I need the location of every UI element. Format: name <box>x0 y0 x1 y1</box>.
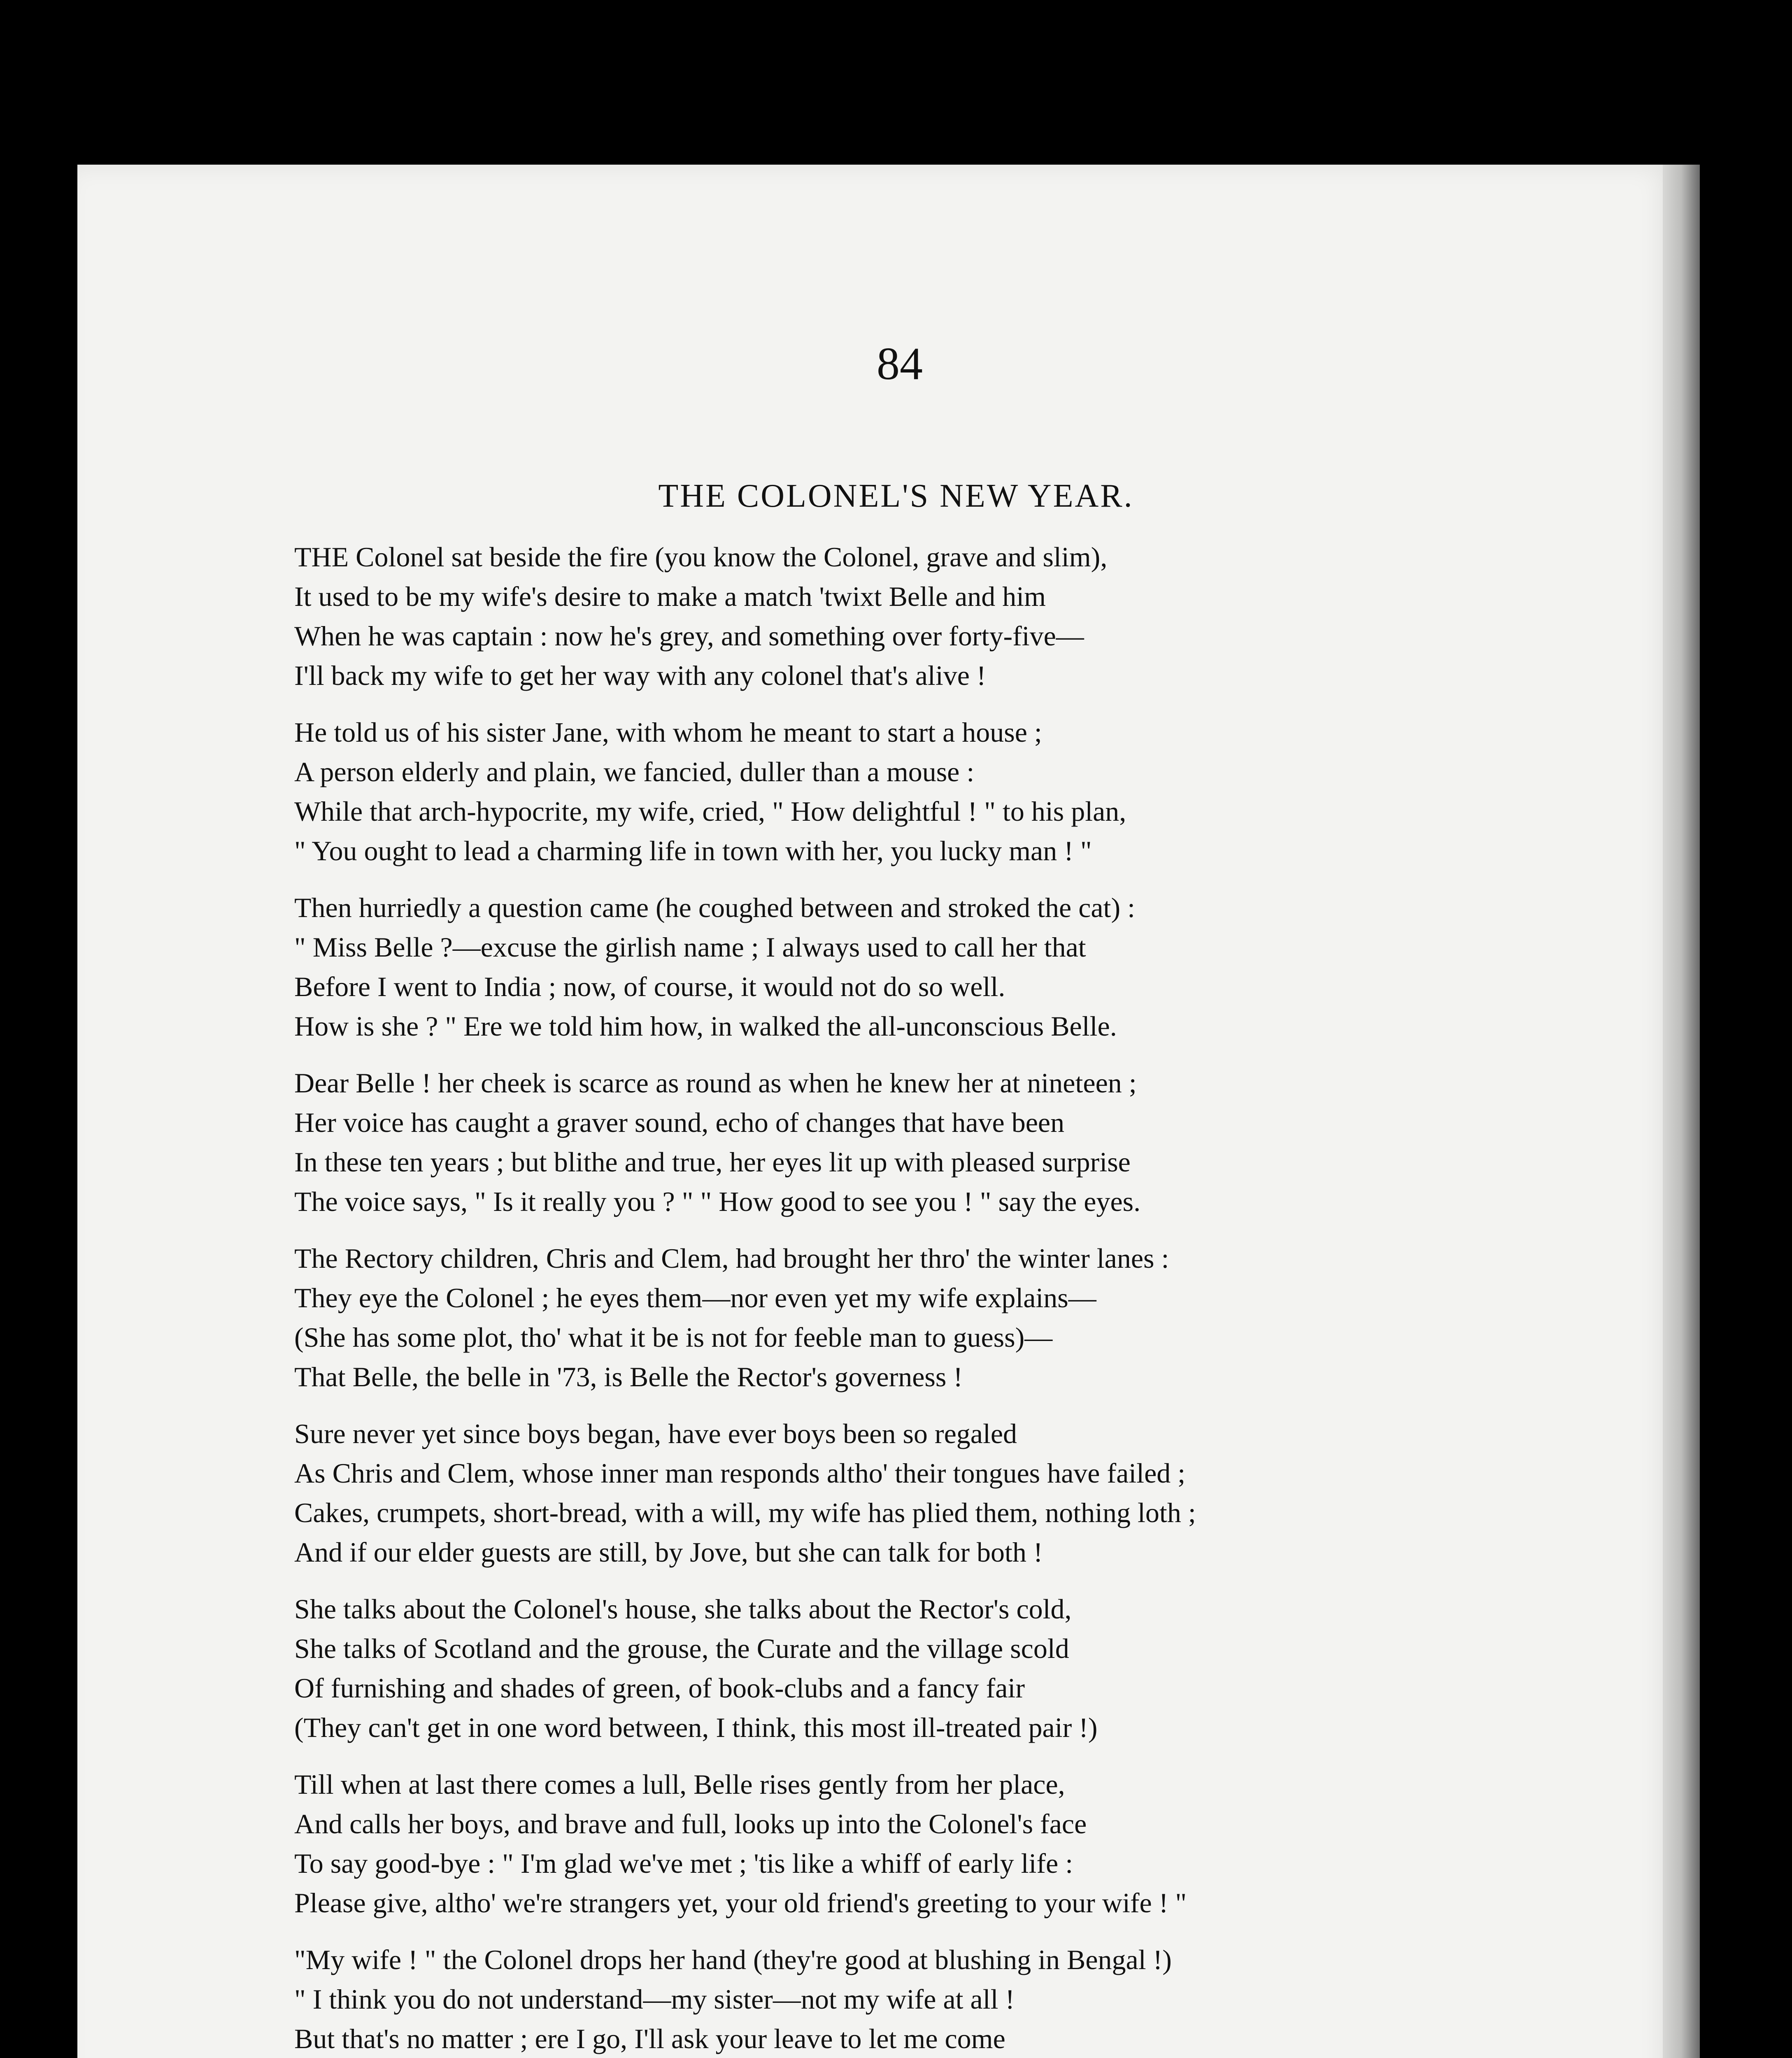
poem-line: As Chris and Clem, whose inner man responds altho' their tongues have failed ; <box>294 1457 1186 1489</box>
poem-line: Till when at last there comes a lull, Belle rises gently from her place, <box>294 1769 1065 1800</box>
poem-line: He told us of his sister Jane, with whom he meant to start a house ; <box>294 717 1042 748</box>
poem-line: To say good-bye : " I'm glad we've met ; 'tis like a whiff of early life : <box>294 1848 1073 1879</box>
poem-line: Her voice has caught a graver sound, echo of changes that have been <box>294 1107 1065 1138</box>
poem-line: "My wife ! " the Colonel drops her hand (they're good at blushing in Bengal !) <box>294 1944 1172 1975</box>
stanza <box>294 1765 1570 1923</box>
stanza <box>294 537 1570 695</box>
poem-line: " I think you do not understand—my sister—not my wife at all ! <box>294 1984 1015 2015</box>
page-gutter <box>1663 165 1700 2058</box>
poem-line: But that's no matter ; ere I go, I'll ask your leave to let me come <box>294 2023 1005 2054</box>
poem-line: She talks of Scotland and the grouse, the Curate and the village scold <box>294 1633 1069 1664</box>
poem-line: (She has some plot, tho' what it be is not for feeble man to guess)— <box>294 1322 1053 1353</box>
poem-line: She talks about the Colonel's house, she talks about the Rector's cold, <box>294 1593 1072 1625</box>
poem-line: In these ten years ; but blithe and true, her eyes lit up with pleased surprise <box>294 1146 1131 1178</box>
poem-line: And if our elder guests are still, by Jove, but she can talk for both ! <box>294 1537 1043 1568</box>
poem-line: Sure never yet since boys began, have ever boys been so regaled <box>294 1418 1017 1449</box>
stanza <box>294 1589 1570 1747</box>
stanza <box>294 712 1570 871</box>
poem-line: It used to be my wife's desire to make a match 'twixt Belle and him <box>294 581 1046 612</box>
stanza <box>294 1414 1570 1572</box>
poem-line: The Rectory children, Chris and Clem, had brought her thro' the winter lanes : <box>294 1243 1169 1274</box>
stanza <box>294 1063 1570 1221</box>
poem-line: Dear Belle ! her cheek is scarce as round as when he knew her at nineteen ; <box>294 1067 1137 1099</box>
poem-line: Of furnishing and shades of green, of book-clubs and a fancy fair <box>294 1672 1025 1704</box>
poem-line: A person elderly and plain, we fancied, duller than a mouse : <box>294 756 975 787</box>
poem-line: (They can't get in one word between, I think, this most ill-treated pair !) <box>294 1712 1098 1743</box>
stanza <box>294 888 1570 1046</box>
poem-line: That Belle, the belle in '73, is Belle the Rector's governess ! <box>294 1361 963 1392</box>
poem-line: Then hurriedly a question came (he coughed between and stroked the cat) : <box>294 892 1135 923</box>
poem-line: Before I went to India ; now, of course, it would not do so well. <box>294 971 1005 1002</box>
poem-line: They eye the Colonel ; he eyes them—nor even yet my wife explains— <box>294 1282 1096 1313</box>
stanza <box>294 1239 1570 1397</box>
page-number: 84 <box>877 338 923 389</box>
poem-line: " You ought to lead a charming life in town with her, you lucky man ! " <box>294 835 1092 866</box>
poem-line: When he was captain : now he's grey, and something over forty-five— <box>294 620 1084 652</box>
stanza <box>294 1940 1570 2058</box>
poem-line: While that arch-hypocrite, my wife, cried, " How delightful ! " to his plan, <box>294 796 1126 827</box>
poem-line: The voice says, " Is it really you ? " " How good to see you ! " say the eyes. <box>294 1186 1141 1217</box>
poem-line: How is she ? " Ere we told him how, in walked the all-unconscious Belle. <box>294 1010 1117 1042</box>
poem-line: " Miss Belle ?—excuse the girlish name ; I always used to call her that <box>294 931 1086 963</box>
poem-body <box>294 537 1570 2058</box>
poem-title: THE COLONEL'S NEW YEAR. <box>658 478 1134 514</box>
poem-line: I'll back my wife to get her way with any colonel that's alive ! <box>294 660 986 691</box>
poem-line: Please give, altho' we're strangers yet, your old friend's greeting to your wife ! " <box>294 1887 1187 1918</box>
poem-line: THE Colonel sat beside the fire (you know the Colonel, grave and slim), <box>294 541 1108 573</box>
poem-line: Cakes, crumpets, short-bread, with a will, my wife has plied them, nothing loth ; <box>294 1497 1196 1528</box>
poem-line: And calls her boys, and brave and full, looks up into the Colonel's face <box>294 1808 1087 1839</box>
